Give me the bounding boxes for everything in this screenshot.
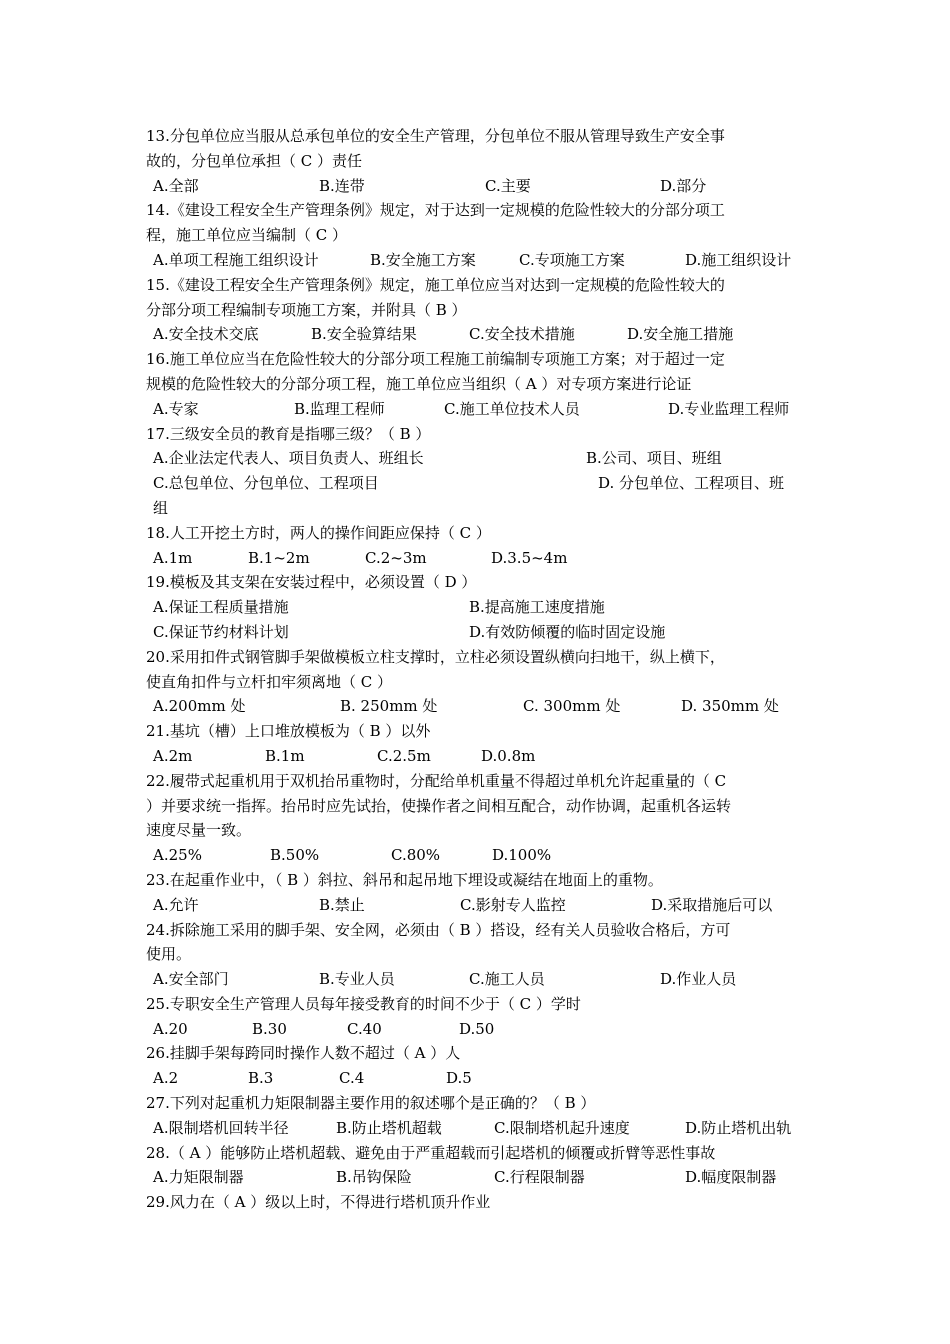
option-b: B.专业人员 [319, 970, 395, 989]
question-19-line-1: 19.模板及其支架在安装过程中，必须设置（ D ） [146, 573, 477, 592]
question-28-line-1: 28.（ A ）能够防止塔机超载、避免由于严重超载而引起塔机的倾覆或折臂等恶性事故 [146, 1143, 716, 1162]
question-25-line-1: 25.专职安全生产管理人员每年接受教育的时间不少于（ C ）学时 [146, 994, 581, 1013]
option-c: C.保证节约材料计划 [153, 622, 289, 641]
question-24-line-2: 使用。 [146, 945, 192, 964]
option-c: C.行程限制器 [494, 1168, 585, 1187]
question-14-options [146, 248, 808, 273]
option-d: D.安全施工措施 [627, 325, 734, 344]
option-d: D.3.5~4m [491, 548, 568, 567]
option-c: C.施工人员 [469, 970, 545, 989]
option-b: B.公司、项目、班组 [586, 449, 722, 468]
option-b: B.1m [265, 746, 305, 765]
option-b: B.1~2m [248, 548, 310, 567]
option-a: A.2m [153, 746, 193, 765]
question-23-options [146, 893, 808, 918]
question-28-options [146, 1165, 808, 1190]
option-a: A.限制塔机回转半径 [153, 1118, 289, 1137]
option-d: D. 分包单位、工程项目、班 [598, 474, 785, 493]
option-c: C.40 [347, 1019, 382, 1038]
option-c: C.80% [391, 846, 441, 865]
question-25-options [146, 1017, 808, 1042]
option-d: D.部分 [660, 176, 707, 195]
question-17-line-1: 17.三级安全员的教育是指哪三级？（ B ） [146, 424, 431, 443]
question-21-options [146, 744, 808, 769]
question-15-options [146, 322, 808, 347]
option-c: C.施工单位技术人员 [444, 399, 580, 418]
option-d: D.采取措施后可以 [651, 895, 773, 914]
option-d: D.0.8m [481, 746, 536, 765]
option-a: A.力矩限制器 [153, 1168, 244, 1187]
question-17-options-row-1 [146, 446, 808, 471]
option-c: C. 300mm 处 [523, 697, 621, 716]
option-a: A.20 [153, 1019, 188, 1038]
question-22-line-2: ）并要求统一指挥。抬吊时应先试抬，使操作者之间相互配合，动作协调，起重机各运转 [146, 796, 732, 815]
question-17-options-row-3 [146, 496, 808, 521]
option-b: B.30 [252, 1019, 287, 1038]
option-d: D.防止塔机出轨 [685, 1118, 792, 1137]
option-c: C.影射专人监控 [460, 895, 566, 914]
option-a: A.单项工程施工组织设计 [153, 250, 319, 269]
question-23-line-1: 23.在起重作业中，（ B ）斜拉、斜吊和起吊地下埋设或凝结在地面上的重物。 [146, 870, 663, 889]
question-22-line-1: 22.履带式起重机用于双机抬吊重物时，分配给单机重量不得超过单机允许起重量的（ C [146, 771, 727, 790]
option-b: B.吊钩保险 [336, 1168, 412, 1187]
question-15-line-2: 分部分项工程编制专项施工方案，并附具（ B ） [146, 300, 467, 319]
question-19-options-row-1 [146, 595, 808, 620]
option-a: A.安全部门 [153, 970, 229, 989]
option-a: A.安全技术交底 [153, 325, 259, 344]
option-d: D.施工组织设计 [685, 250, 792, 269]
option-c: C.总包单位、分包单位、工程项目 [153, 474, 379, 493]
question-16-line-1: 16.施工单位应当在危险性较大的分部分项工程施工前编制专项施工方案；对于超过一定 [146, 350, 725, 369]
question-26-options [146, 1066, 808, 1091]
option-d-continued: 组 [153, 498, 169, 517]
question-17-options-row-2 [146, 471, 808, 496]
option-b: B. 250mm 处 [340, 697, 438, 716]
option-a: A.专家 [153, 399, 199, 418]
option-d: D.50 [459, 1019, 495, 1038]
question-19-options-row-2 [146, 620, 808, 645]
question-16-options [146, 397, 808, 422]
question-26-line-1: 26.挂脚手架每跨同时操作人数不超过（ A ）人 [146, 1044, 461, 1063]
option-d: D. 350mm 处 [681, 697, 779, 716]
option-a: A.保证工程质量措施 [153, 598, 289, 617]
option-c: C.2~3m [365, 548, 427, 567]
question-14-line-1: 14.《建设工程安全生产管理条例》规定，对于达到一定规模的危险性较大的分部分项工 [146, 201, 725, 220]
option-b: B.50% [270, 846, 320, 865]
option-b: B.安全施工方案 [370, 250, 476, 269]
question-18-options [146, 546, 808, 571]
option-b: B.监理工程师 [294, 399, 385, 418]
option-d: D.幅度限制器 [685, 1168, 777, 1187]
question-13-options [146, 174, 808, 199]
option-b: B.安全验算结果 [311, 325, 417, 344]
option-a: A.200mm 处 [153, 697, 246, 716]
question-13-line-2: 故的，分包单位承担（ C ）责任 [146, 151, 363, 170]
option-c: C.限制塔机起升速度 [494, 1118, 630, 1137]
option-b: B.禁止 [319, 895, 365, 914]
option-c: C.2.5m [377, 746, 431, 765]
option-c: C.4 [339, 1069, 365, 1088]
question-24-options [146, 967, 808, 992]
question-20-options [146, 694, 808, 719]
question-27-line-1: 27.下列对起重机力矩限制器主要作用的叙述哪个是正确的？（ B ） [146, 1094, 596, 1113]
option-a: A.允许 [153, 895, 199, 914]
question-18-line-1: 18.人工开挖土方时，两人的操作间距应保持（ C ） [146, 523, 491, 542]
option-d: D.作业人员 [660, 970, 737, 989]
option-d: D.100% [492, 846, 552, 865]
option-d: D.有效防倾覆的临时固定设施 [469, 622, 666, 641]
question-29-line-1: 29.风力在（ A ）级以上时，不得进行塔机顶升作业 [146, 1193, 491, 1212]
option-b: B.连带 [319, 176, 365, 195]
question-16-line-2: 规模的危险性较大的分部分项工程，施工单位应当组织（ A ）对专项方案进行论证 [146, 374, 692, 393]
question-14-line-2: 程，施工单位应当编制（ C ） [146, 226, 348, 245]
question-20-line-2: 使直角扣件与立杆扣牢须离地（ C ） [146, 672, 393, 691]
option-b: B.提高施工速度措施 [469, 598, 605, 617]
question-21-line-1: 21.基坑（槽）上口堆放模板为（ B ）以外 [146, 722, 431, 741]
document-page [146, 124, 808, 1215]
option-d: D.5 [446, 1069, 472, 1088]
option-a: A.1m [153, 548, 193, 567]
option-a: A.2 [153, 1069, 179, 1088]
question-20-line-1: 20.采用扣件式钢管脚手架做模板立柱支撑时，立柱必须设置纵横向扫地干，纵上横下， [146, 647, 725, 666]
question-24-line-1: 24.拆除施工采用的脚手架、安全网，必须由（ B ）搭设，经有关人员验收合格后，方可 [146, 920, 731, 939]
option-a: A.全部 [153, 176, 199, 195]
option-a: A.25% [153, 846, 202, 865]
option-a: A.企业法定代表人、项目负责人、班组长 [153, 449, 424, 468]
question-15-line-1: 15.《建设工程安全生产管理条例》规定，施工单位应当对达到一定规模的危险性较大的 [146, 275, 725, 294]
question-13-line-1: 13.分包单位应当服从总承包单位的安全生产管理，分包单位不服从管理导致生产安全事 [146, 127, 725, 145]
question-22-options [146, 843, 808, 868]
option-d: D.专业监理工程师 [668, 399, 790, 418]
option-c: C.主要 [485, 176, 531, 195]
option-b: B.3 [248, 1069, 274, 1088]
question-27-options [146, 1116, 808, 1141]
option-b: B.防止塔机超载 [336, 1118, 442, 1137]
option-c: C.安全技术措施 [469, 325, 575, 344]
question-22-line-3: 速度尽量一致。 [146, 821, 252, 840]
option-c: C.专项施工方案 [519, 250, 625, 269]
